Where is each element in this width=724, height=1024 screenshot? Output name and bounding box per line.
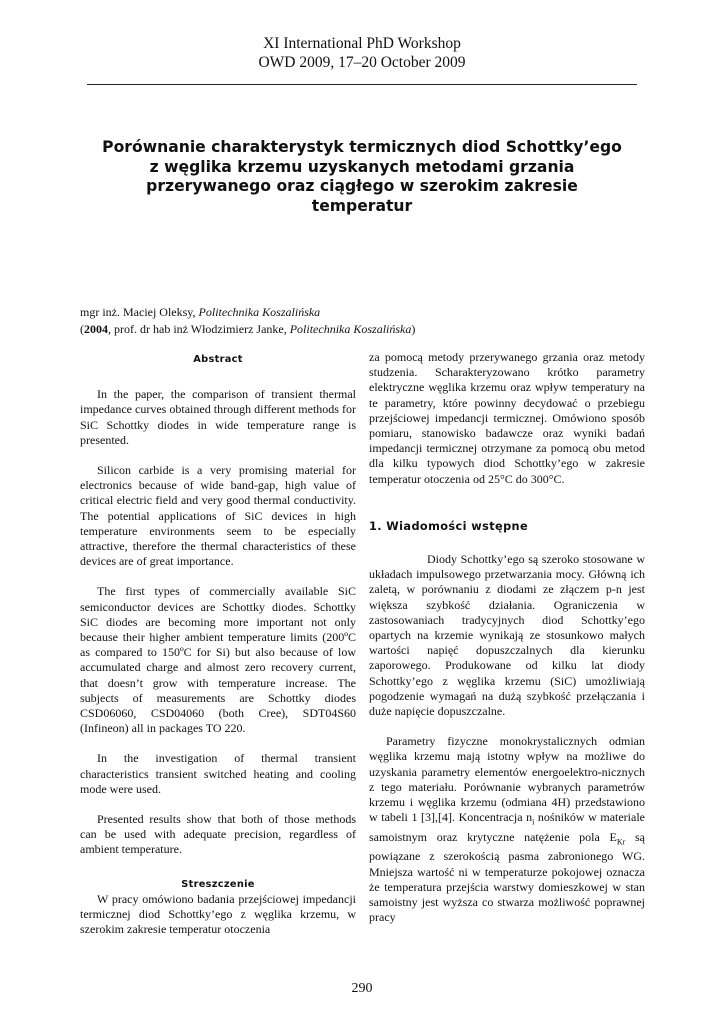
supervisor-name: , prof. dr hab inż Włodzimierz Janke, xyxy=(108,322,290,336)
workshop-header xyxy=(0,34,724,72)
title-line-4: temperatur xyxy=(311,196,413,215)
right-column xyxy=(369,350,645,925)
subscript-kr: Kr xyxy=(616,837,626,847)
streszczenie-continued: za pomocą metody przerywanego grzania oraz metody studzenia. Scharakteryzowano krótko parametry elektryczne węglika krzemu oraz wpływ temperatury na te parametry, które powinny decydować o przebiegu przejściowej impedancji termicznej. Omówiono sposób pomiaru, stanowisko badawcze oraz wyniki badań impedancji termicznej otrzymane za pomocą obu metod dla kilku typowych diod Schottky’ego w zakresie temperatur otoczenia od 25°C do 300°C. xyxy=(369,350,645,486)
author-affiliation: Politechnika Koszalińska xyxy=(198,305,321,319)
left-column xyxy=(80,352,356,938)
page-number: 290 xyxy=(351,981,373,996)
author-name: mgr inż. Maciej Oleksy, xyxy=(80,305,199,319)
header-line-1: XI International PhD Workshop xyxy=(263,35,461,52)
title-line-1: Porównanie charakterystyk termicznych diod Schottky’ego xyxy=(102,138,622,156)
section-1-paragraph-1: Diody Schottky’ego są szeroko stosowane w układach impulsowego przetwarzania mocy. Główną ich zaletą, w porównaniu z diodami ze złączem p-n jest większa szybkość działania. Ograniczenia w zastosowaniach tradycyjnych diod Schottky’ego opartych na krzemie wynikają ze stosunkowo małych wartości napięć dopuszczalnych dla kierunku zaporowego. Produkowane od kilku lat diody Schottky’ego z węglika krzemu (SiC) umożliwiają pogodzenie wymagań na dużą szybkość przełączania i duże napięcie dopuszczalne. xyxy=(369,552,645,719)
abstract-paragraph-2: Silicon carbide is a very promising material for electronics because of wide band-gap, high value of critical electric field and very good thermal conductivity. The potential applications of SiC devices in high temperature environments seem to be especially attractive, therefore the thermal characteristics of these devices are of great importance. xyxy=(80,463,356,569)
paren-close: ) xyxy=(411,322,416,336)
abstract-paragraph-1: In the paper, the comparison of transient thermal impedance curves obtained through different methods for SiC Schottky diodes in wide temperature range is presented. xyxy=(80,387,356,447)
section-1-paragraph-2 xyxy=(369,734,645,925)
header-line-2: OWD 2009, 17–20 October 2009 xyxy=(258,54,466,71)
abstract-heading: Abstract xyxy=(193,354,243,365)
year: 2004 xyxy=(84,322,108,336)
abstract-paragraph-5: Presented results show that both of those methods can be used with adequate precision, regardless of ambient temperature. xyxy=(80,812,356,857)
p3-part-c: są powiązane z szerokością pasma zabronionego WG. Mniejsza wartość ni w temperaturze pokojowej oznacza że temperatura przejścia warstwy domieszkowej w stan samoistny jest wyższa co stwarza możliwość poprawnej pracy xyxy=(369,829,646,925)
p3-part-b: nośników w materiale samoistnym oraz krytyczne natężenie pola E xyxy=(369,810,645,844)
abstract-paragraph-3: The first types of commercially available SiC semiconductor devices are Schottky diodes. Schottky SiC diodes are becoming more important not only because their higher ambient temperature limits (200ºC as compared to 150ºC for Si) but also because of low accumulated charge and almost zero recovery current, that doesn’t grow with temperature increase. The subjects of measurements are Schottky diodes CSD06060, CSD04060 (both Cree), SDT04S60 (Infineon) all in packages TO 220. xyxy=(80,584,356,736)
streszczenie-paragraph: W pracy omówiono badania przejściowej impedancji termicznej diod Schottky’ego z węglika krzemu, w szerokim zakresie temperatur otoczenia xyxy=(80,891,356,937)
p3-part-a: Parametry fizyczne monokrystalicznych odmian węglika krzemu mają istotny wpływ na możliwe do uzyskania parametry elementów energoelektro-nicznych z tego materiału. Porównanie wybranych parametrów krzemu i węglika krzemu (odmiana 4H) przedstawiono w tabeli 1 [3],[4]. Koncentracja n xyxy=(369,734,645,825)
author-line-2 xyxy=(80,321,680,338)
paper-title xyxy=(70,138,654,216)
author-line-1 xyxy=(80,304,680,321)
header-divider xyxy=(87,84,637,85)
supervisor-affiliation: Politechnika Koszalińska xyxy=(289,322,412,336)
section-heading-1: 1. Wiadomości wstępne xyxy=(369,519,529,533)
title-line-2: z węglika krzemu uzyskanych metodami grzania xyxy=(149,157,575,176)
streszczenie-heading: Streszczenie xyxy=(181,878,255,890)
author-block xyxy=(80,304,680,338)
title-line-3: przerywanego oraz ciągłego w szerokim zakresie xyxy=(146,177,578,195)
abstract-paragraph-4: In the investigation of thermal transient characteristics transient switched heating and cooling mode were used. xyxy=(80,751,356,796)
paren-open: ( xyxy=(80,322,84,336)
subscript-i: i xyxy=(532,817,535,827)
